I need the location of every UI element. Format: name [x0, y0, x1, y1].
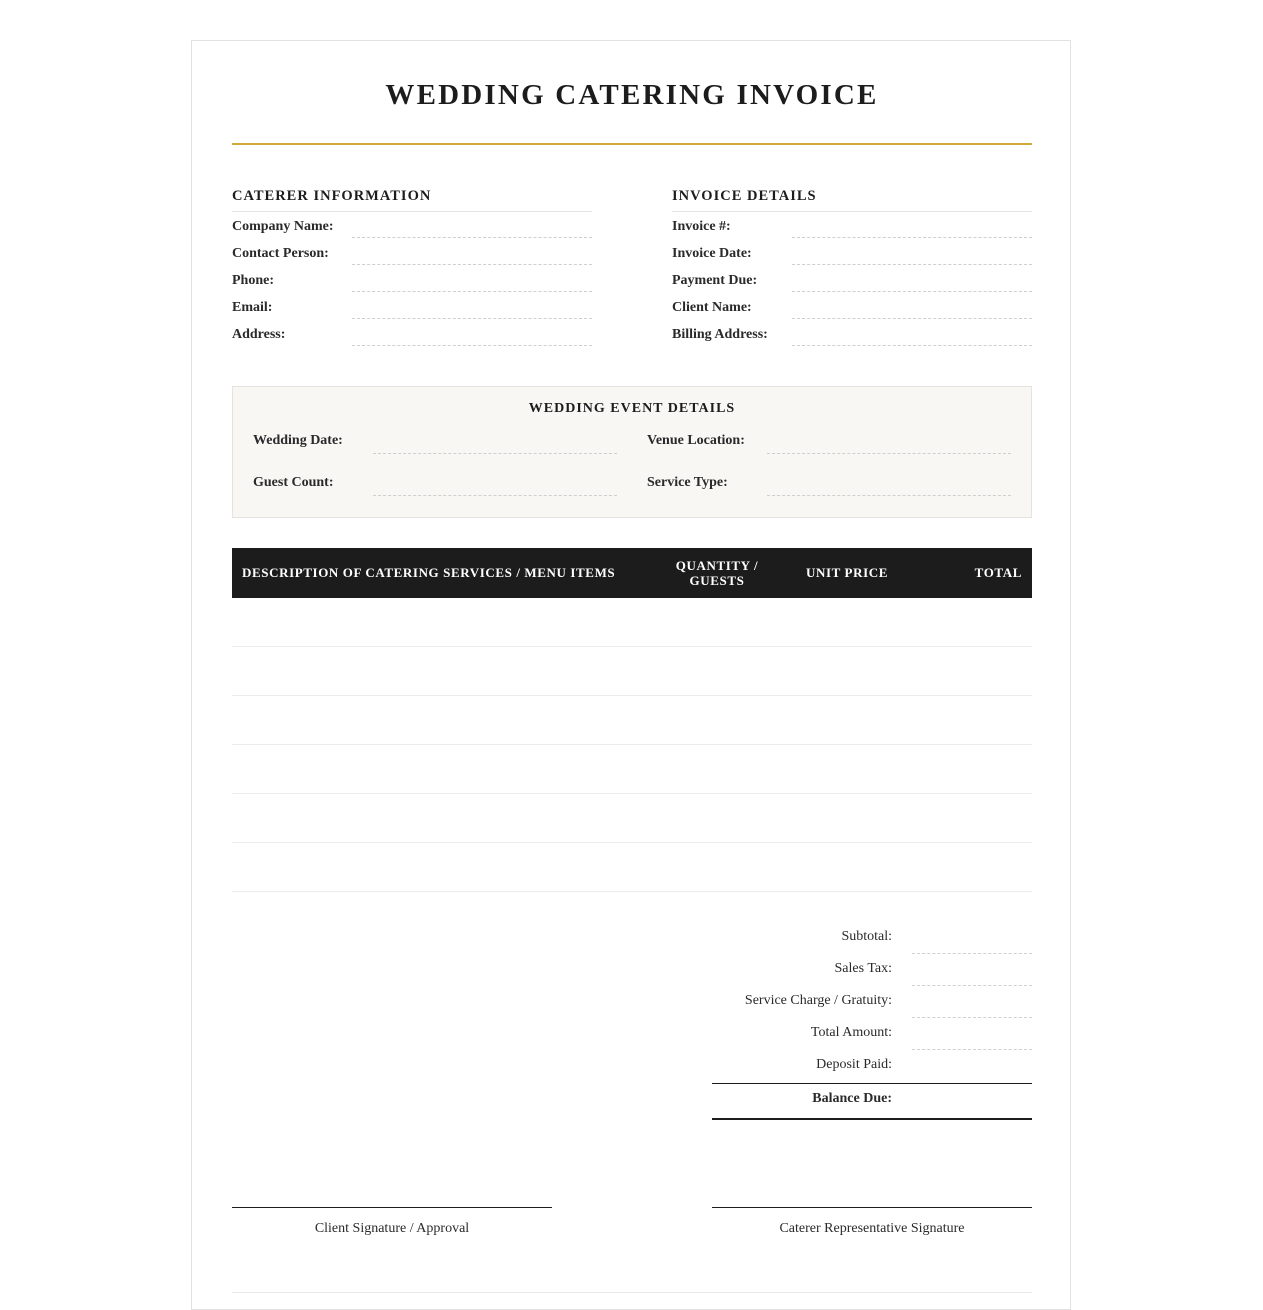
client-name-input-line[interactable]	[792, 318, 1032, 319]
wedding-date-field[interactable]	[253, 433, 617, 463]
title-divider	[232, 143, 1032, 145]
contact-person-field[interactable]	[232, 239, 592, 266]
description-cell[interactable]	[232, 794, 662, 843]
quantity-cell[interactable]	[662, 647, 772, 696]
service-charge-label: Service Charge / Gratuity:	[744, 993, 892, 1008]
client-name-field[interactable]	[672, 293, 1032, 320]
caterer-signature-label: Caterer Representative Signature	[779, 1221, 965, 1236]
description-cell[interactable]	[232, 647, 662, 696]
invoice-number-field[interactable]	[672, 212, 1032, 239]
table-row[interactable]	[232, 647, 1032, 696]
sales-tax-label: Sales Tax:	[834, 961, 892, 976]
email-input-line[interactable]	[352, 318, 592, 319]
balance-due-label: Balance Due:	[812, 1091, 892, 1106]
quantity-cell[interactable]	[662, 598, 772, 647]
description-cell[interactable]	[232, 745, 662, 794]
venue-location-label: Venue Location:	[647, 433, 745, 448]
totals-section	[712, 923, 1032, 1120]
total-column-header: TOTAL	[922, 548, 1032, 598]
table-row[interactable]	[232, 794, 1032, 843]
payment-due-field[interactable]	[672, 266, 1032, 293]
unit-price-cell[interactable]	[772, 794, 922, 843]
quantity-header-line1: QUANTITY /	[675, 558, 759, 573]
unit-price-cell[interactable]	[772, 598, 922, 647]
table-body	[232, 598, 1032, 892]
quantity-cell[interactable]	[662, 745, 772, 794]
subtotal-label: Subtotal:	[841, 929, 892, 944]
total-cell[interactable]	[922, 696, 1032, 745]
guest-count-field[interactable]	[253, 475, 617, 505]
service-type-field[interactable]	[647, 475, 1011, 505]
invoice-page	[191, 40, 1071, 1310]
quantity-header-line2: GUESTS	[689, 573, 745, 588]
description-cell[interactable]	[232, 598, 662, 647]
billing-address-input-line[interactable]	[792, 345, 1032, 346]
invoice-details-heading: INVOICE DETAILS	[672, 187, 1032, 212]
email-label: Email:	[232, 300, 273, 315]
unit-price-cell[interactable]	[772, 696, 922, 745]
description-cell[interactable]	[232, 696, 662, 745]
deposit-paid-row[interactable]	[712, 1051, 1032, 1083]
invoice-date-input-line[interactable]	[792, 264, 1032, 265]
service-type-label: Service Type:	[647, 475, 728, 490]
total-cell[interactable]	[922, 647, 1032, 696]
quantity-column-header	[662, 548, 772, 598]
payment-due-label: Payment Due:	[672, 273, 758, 288]
total-cell[interactable]	[922, 843, 1032, 892]
catering-items-table	[232, 548, 1032, 892]
table-row[interactable]	[232, 598, 1032, 647]
address-input-line[interactable]	[352, 345, 592, 346]
venue-location-field[interactable]	[647, 433, 1011, 463]
invoice-number-label: Invoice #:	[672, 219, 731, 234]
sales-tax-input-line[interactable]	[912, 985, 1032, 986]
balance-due-row[interactable]	[712, 1083, 1032, 1120]
table-row[interactable]	[232, 745, 1032, 794]
total-amount-input-line[interactable]	[912, 1049, 1032, 1050]
contact-person-label: Contact Person:	[232, 246, 329, 261]
guest-count-label: Guest Count:	[253, 475, 334, 490]
phone-input-line[interactable]	[352, 291, 592, 292]
address-field[interactable]	[232, 320, 592, 347]
contact-person-input-line[interactable]	[352, 264, 592, 265]
billing-address-field[interactable]	[672, 320, 1032, 347]
table-row[interactable]	[232, 843, 1032, 892]
description-cell[interactable]	[232, 843, 662, 892]
phone-field[interactable]	[232, 266, 592, 293]
invoice-details-section	[672, 187, 1032, 347]
sales-tax-row[interactable]	[712, 955, 1032, 987]
client-name-label: Client Name:	[672, 300, 752, 315]
quantity-cell[interactable]	[662, 696, 772, 745]
billing-address-label: Billing Address:	[672, 327, 768, 342]
total-amount-label: Total Amount:	[810, 1025, 892, 1040]
service-charge-row[interactable]	[712, 987, 1032, 1019]
total-cell[interactable]	[922, 598, 1032, 647]
guest-count-input-line[interactable]	[373, 495, 617, 496]
company-name-label: Company Name:	[232, 219, 334, 234]
payment-due-input-line[interactable]	[792, 291, 1032, 292]
description-column-header: DESCRIPTION OF CATERING SERVICES / MENU ITEMS	[232, 548, 662, 598]
client-signature-line[interactable]	[232, 1207, 552, 1237]
invoice-date-label: Invoice Date:	[672, 246, 752, 261]
table-row[interactable]	[232, 696, 1032, 745]
service-charge-input-line[interactable]	[912, 1017, 1032, 1018]
venue-location-input-line[interactable]	[767, 453, 1011, 454]
caterer-signature-line[interactable]	[712, 1207, 1032, 1237]
unit-price-column-header: UNIT PRICE	[772, 548, 922, 598]
caterer-information-heading: CATERER INFORMATION	[232, 187, 592, 212]
address-label: Address:	[232, 327, 286, 342]
invoice-date-field[interactable]	[672, 239, 1032, 266]
company-name-field[interactable]	[232, 212, 592, 239]
subtotal-input-line[interactable]	[912, 953, 1032, 954]
unit-price-cell[interactable]	[772, 843, 922, 892]
email-field[interactable]	[232, 293, 592, 320]
wedding-event-details-heading: WEDDING EVENT DETAILS	[528, 401, 736, 416]
unit-price-cell[interactable]	[772, 745, 922, 794]
caterer-information-section	[232, 187, 592, 347]
footer-divider	[232, 1292, 1032, 1293]
company-name-input-line[interactable]	[352, 237, 592, 238]
wedding-date-input-line[interactable]	[373, 453, 617, 454]
subtotal-row[interactable]	[712, 923, 1032, 955]
unit-price-cell[interactable]	[772, 647, 922, 696]
invoice-number-input-line[interactable]	[792, 237, 1032, 238]
deposit-paid-label: Deposit Paid:	[816, 1057, 892, 1072]
wedding-date-label: Wedding Date:	[253, 433, 343, 448]
service-type-input-line[interactable]	[767, 495, 1011, 496]
quantity-cell[interactable]	[662, 794, 772, 843]
table-header-row	[232, 548, 1032, 598]
client-signature-label: Client Signature / Approval	[314, 1221, 470, 1236]
quantity-cell[interactable]	[662, 843, 772, 892]
invoice-title: WEDDING CATERING INVOICE	[385, 79, 879, 111]
phone-label: Phone:	[232, 273, 274, 288]
total-cell[interactable]	[922, 745, 1032, 794]
wedding-event-details-box	[232, 386, 1032, 518]
total-cell[interactable]	[922, 794, 1032, 843]
total-amount-row[interactable]	[712, 1019, 1032, 1051]
